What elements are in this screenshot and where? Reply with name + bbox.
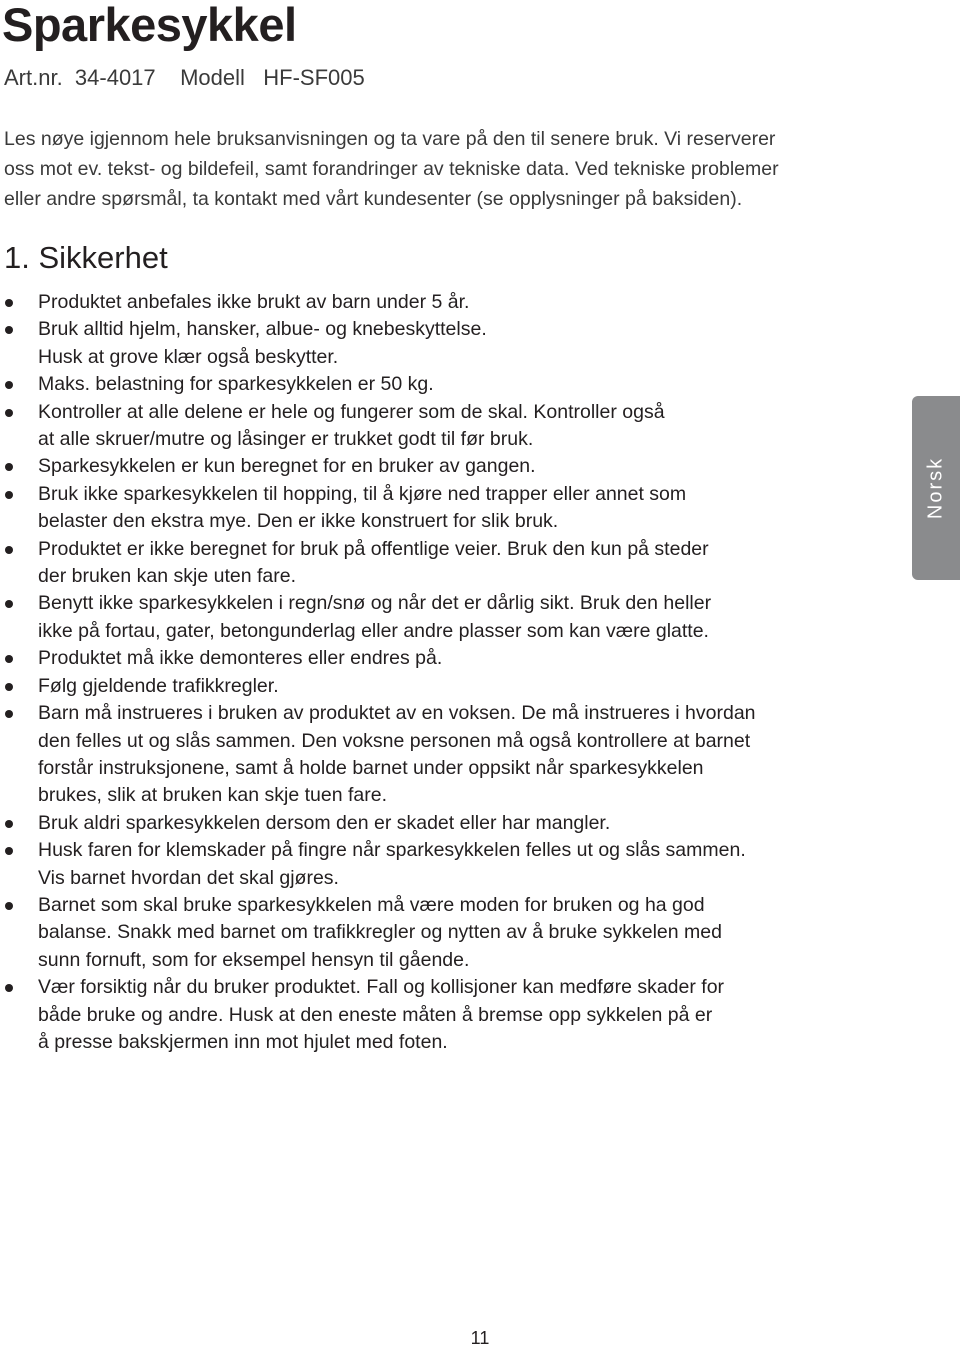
- list-item-line: belaster den ekstra mye. Den er ikke konstruert for slik bruk.: [38, 510, 559, 533]
- bullet-icon: [5, 409, 13, 417]
- list-item-line: Produktet må ikke demonteres eller endres på.: [38, 647, 443, 670]
- bullet-icon: [5, 655, 13, 663]
- bullet-icon: [5, 984, 13, 992]
- list-item-line: Produktet anbefales ikke brukt av barn under 5 år.: [38, 291, 470, 313]
- intro-line: oss mot ev. tekst- og bildefeil, samt forandringer av tekniske data. Ved tekniske problemer: [4, 158, 779, 180]
- list-item-line: Maks. belastning for sparkesykkelen er 50 kg.: [38, 373, 434, 396]
- list-item-line: Barnet som skal bruke sparkesykkelen må være moden for bruken og ha god: [38, 893, 705, 916]
- list-item: [0, 837, 870, 892]
- list-item-line: Vis barnet hvordan det skal gjøres.: [38, 866, 339, 889]
- list-item-line: Kontroller at alle delene er hele og fungerer som de skal. Kontroller også: [38, 400, 665, 423]
- list-item: [0, 481, 870, 536]
- list-item-line: Sparkesykkelen er kun beregnet for en bruker av gangen.: [38, 455, 536, 478]
- list-item-line: sunn fornuft, som for eksempel hensyn til gående.: [38, 948, 470, 971]
- list-item: [0, 673, 870, 700]
- bullet-icon: [5, 463, 13, 471]
- list-item: [0, 645, 870, 672]
- list-item: [0, 536, 870, 591]
- bullet-icon: [5, 491, 13, 499]
- list-item: [0, 316, 870, 371]
- list-item: [0, 974, 870, 1056]
- page-title: Sparkesykkel: [2, 0, 297, 51]
- list-item-line: brukes, slik at bruken kan skje tuen fare.: [38, 784, 388, 807]
- list-item-line: Husk at grove klær også beskytter.: [38, 345, 339, 368]
- list-item-line: å presse bakskjermen inn mot hjulet med foten.: [38, 1030, 448, 1053]
- list-item-line: Bruk aldri sparkesykkelen dersom den er skadet eller har mangler.: [38, 811, 611, 834]
- intro-line: Les nøye igjennom hele bruksanvisningen og ta vare på den til senere bruk. Vi reserverer: [4, 128, 776, 150]
- list-item-line: både bruke og andre. Husk at den eneste måten å bremse opp sykkelen på er: [38, 1003, 713, 1026]
- list-item: [0, 892, 870, 974]
- bullet-icon: [5, 683, 13, 691]
- bullet-icon: [5, 326, 13, 334]
- list-item-line: Bruk ikke sparkesykkelen til hopping, til å kjøre ned trapper eller annet som: [38, 482, 687, 505]
- bullet-icon: [5, 546, 13, 554]
- bullet-icon: [5, 381, 13, 389]
- list-item: [0, 810, 870, 837]
- list-item-line: Husk faren for klemskader på fingre når sparkesykkelen felles ut og slås sammen.: [38, 839, 746, 862]
- list-item-line: den felles ut og slås sammen. Den voksne personen må også kontrollere at barnet: [38, 729, 751, 752]
- safety-bullet-list: [0, 289, 870, 1056]
- list-item-line: Produktet er ikke beregnet for bruk på offentlige veier. Bruk den kun på steder: [38, 537, 709, 560]
- intro-paragraph: [4, 124, 864, 214]
- language-tab-label: Norsk: [924, 456, 947, 520]
- list-item-line: Vær forsiktig når du bruker produktet. Fall og kollisjoner kan medføre skader for: [38, 976, 725, 999]
- list-item-line: Barn må instrueres i bruken av produktet av en voksen. De må instrueres i hvordan: [38, 702, 756, 725]
- bullet-icon: [5, 710, 13, 718]
- list-item-line: balanse. Snakk med barnet om trafikkregler og nytten av å bruke sykkelen med: [38, 921, 722, 944]
- list-item: [0, 590, 870, 645]
- list-item-line: forstår instruksjonene, samt å holde barnet under oppsikt når sparkesykkelen: [38, 756, 704, 779]
- list-item: [0, 399, 870, 454]
- list-item-line: ikke på fortau, gater, betongunderlag eller andre plasser som kan være glatte.: [38, 619, 709, 642]
- list-item-line: der bruken kan skje uten fare.: [38, 565, 296, 588]
- bullet-icon: [5, 299, 13, 307]
- list-item-line: Benytt ikke sparkesykkelen i regn/snø og når det er dårlig sikt. Bruk den heller: [38, 592, 712, 615]
- list-item: [0, 700, 870, 810]
- list-item-line: at alle skruer/mutre og låsinger er trukket godt til før bruk.: [38, 428, 534, 451]
- section-heading: 1. Sikkerhet: [4, 240, 168, 275]
- list-item: [0, 453, 870, 480]
- list-item-line: Bruk alltid hjelm, hansker, albue- og knebeskyttelse.: [38, 318, 487, 341]
- bullet-icon: [5, 847, 13, 855]
- page-number: 11: [470, 1328, 490, 1348]
- intro-line: eller andre spørsmål, ta kontakt med vårt kundesenter (se opplysninger på baksiden).: [4, 188, 743, 210]
- list-item: [0, 289, 870, 316]
- bullet-icon: [5, 820, 13, 828]
- bullet-icon: [5, 600, 13, 608]
- bullet-icon: [5, 902, 13, 910]
- list-item-line: Følg gjeldende trafikkregler.: [38, 674, 279, 697]
- article-model-line: Art.nr. 34-4017 Modell HF-SF005: [4, 65, 365, 90]
- list-item: [0, 371, 870, 398]
- language-side-tab: [912, 396, 960, 580]
